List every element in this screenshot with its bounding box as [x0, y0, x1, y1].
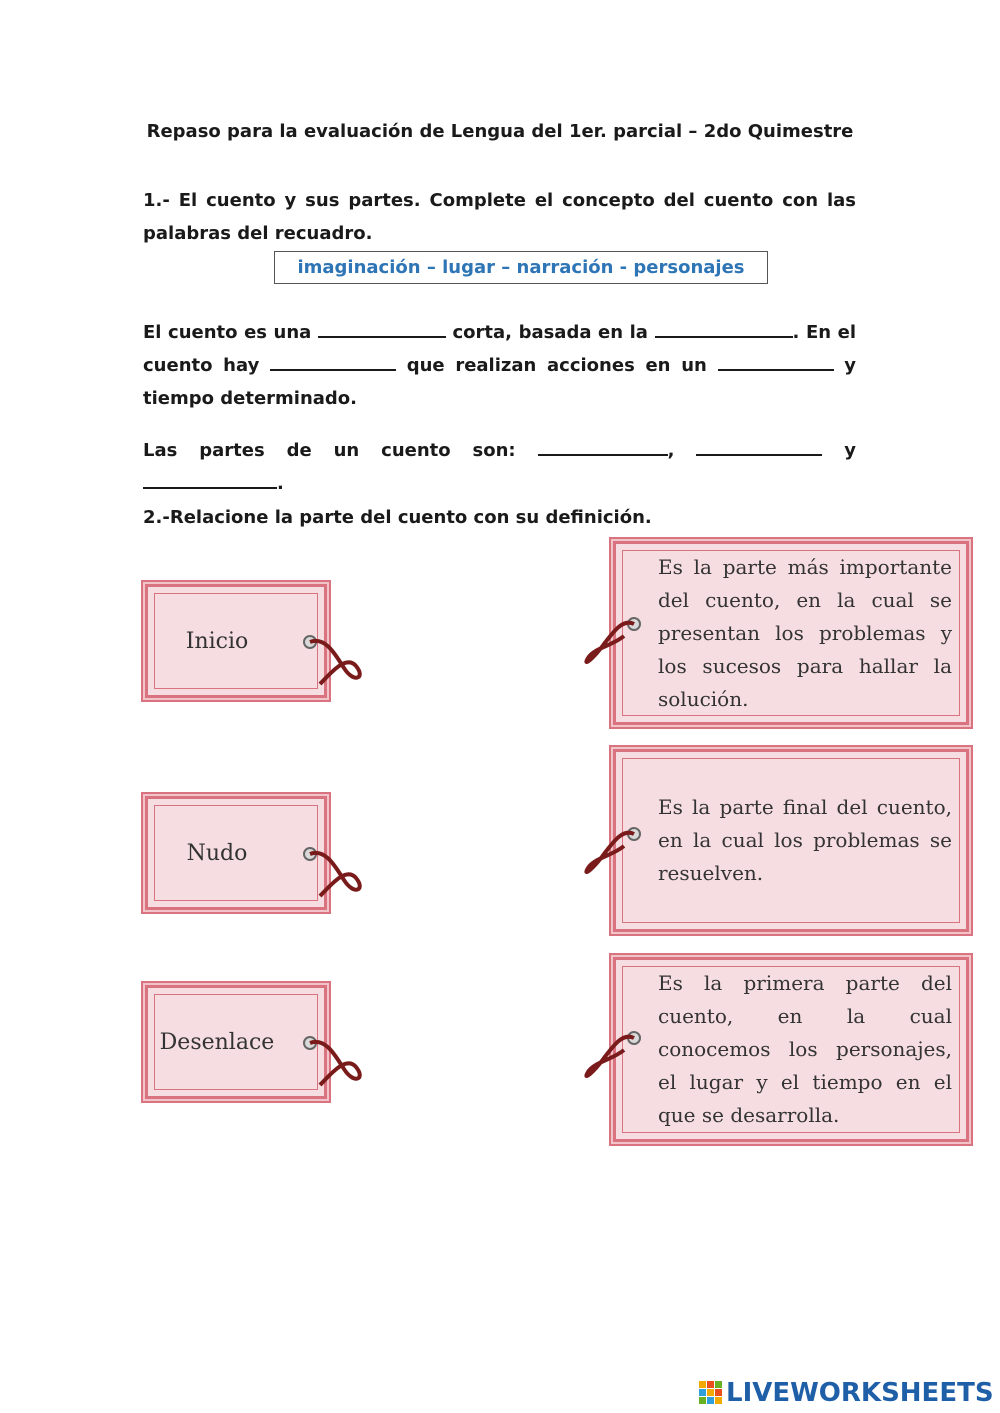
footer-text: LIVEWORKSHEETS [726, 1378, 994, 1408]
liveworksheets-logo [698, 1377, 994, 1409]
string-loop-icon [582, 1022, 648, 1086]
p1-text-e: y tiempo determinado. [143, 355, 856, 409]
definition-tag-3[interactable] [613, 957, 969, 1142]
p1-text-b: corta, basada en la [452, 322, 648, 343]
p1-text-c: . En el cuento hay [143, 322, 856, 376]
blank-4[interactable] [718, 353, 834, 371]
question-2: 2.-Relacione la parte del cuento con su definición. [143, 507, 652, 528]
p2-text-b: , [667, 440, 675, 461]
definition-tag-2[interactable] [613, 749, 969, 932]
string-loop-icon [296, 626, 366, 692]
string-loop-icon [296, 1027, 366, 1093]
definition-text: Es la primera parte del cuento, en la cual conocemos los personajes, el lugar y el tiempo en el que se desarrolla. [658, 971, 952, 1127]
blank-5[interactable] [538, 438, 668, 456]
blank-3[interactable] [270, 353, 396, 371]
p1-text-a: El cuento es una [143, 322, 312, 343]
p2-text-c: y [844, 440, 856, 461]
fill-paragraph-2 [143, 434, 856, 500]
word-box: imaginación – lugar – narración - personajes [274, 251, 768, 284]
blank-2[interactable] [655, 320, 793, 338]
definition-tag-1[interactable] [613, 541, 969, 725]
part-label: Nudo [186, 840, 248, 866]
p1-text-d: que realizan acciones en un [406, 355, 707, 376]
string-loop-icon [582, 818, 648, 882]
part-label: Desenlace [159, 1029, 275, 1055]
blank-1[interactable] [318, 320, 446, 338]
blank-6[interactable] [696, 438, 822, 456]
blank-7[interactable] [143, 471, 277, 489]
fill-paragraph-1 [143, 316, 856, 415]
p2-text-d: . [277, 473, 284, 494]
question-1: 1.- El cuento y sus partes. Complete el concepto del cuento con las palabras del recuadro. [143, 190, 856, 244]
definition-text: Es la parte final del cuento, en la cual los problemas se resuelven. [658, 795, 952, 885]
worksheet-title: Repaso para la evaluación de Lengua del 1er. parcial – 2do Quimestre [146, 121, 854, 142]
liveworksheets-mark-icon [698, 1380, 724, 1406]
definition-text: Es la parte más importante del cuento, en la cual se presentan los problemas y los sucesos para hallar la solución. [658, 554, 952, 711]
part-label: Inicio [185, 628, 249, 654]
string-loop-icon [582, 608, 648, 672]
string-loop-icon [296, 838, 366, 904]
p2-text-a: Las partes de un cuento son: [143, 440, 516, 461]
